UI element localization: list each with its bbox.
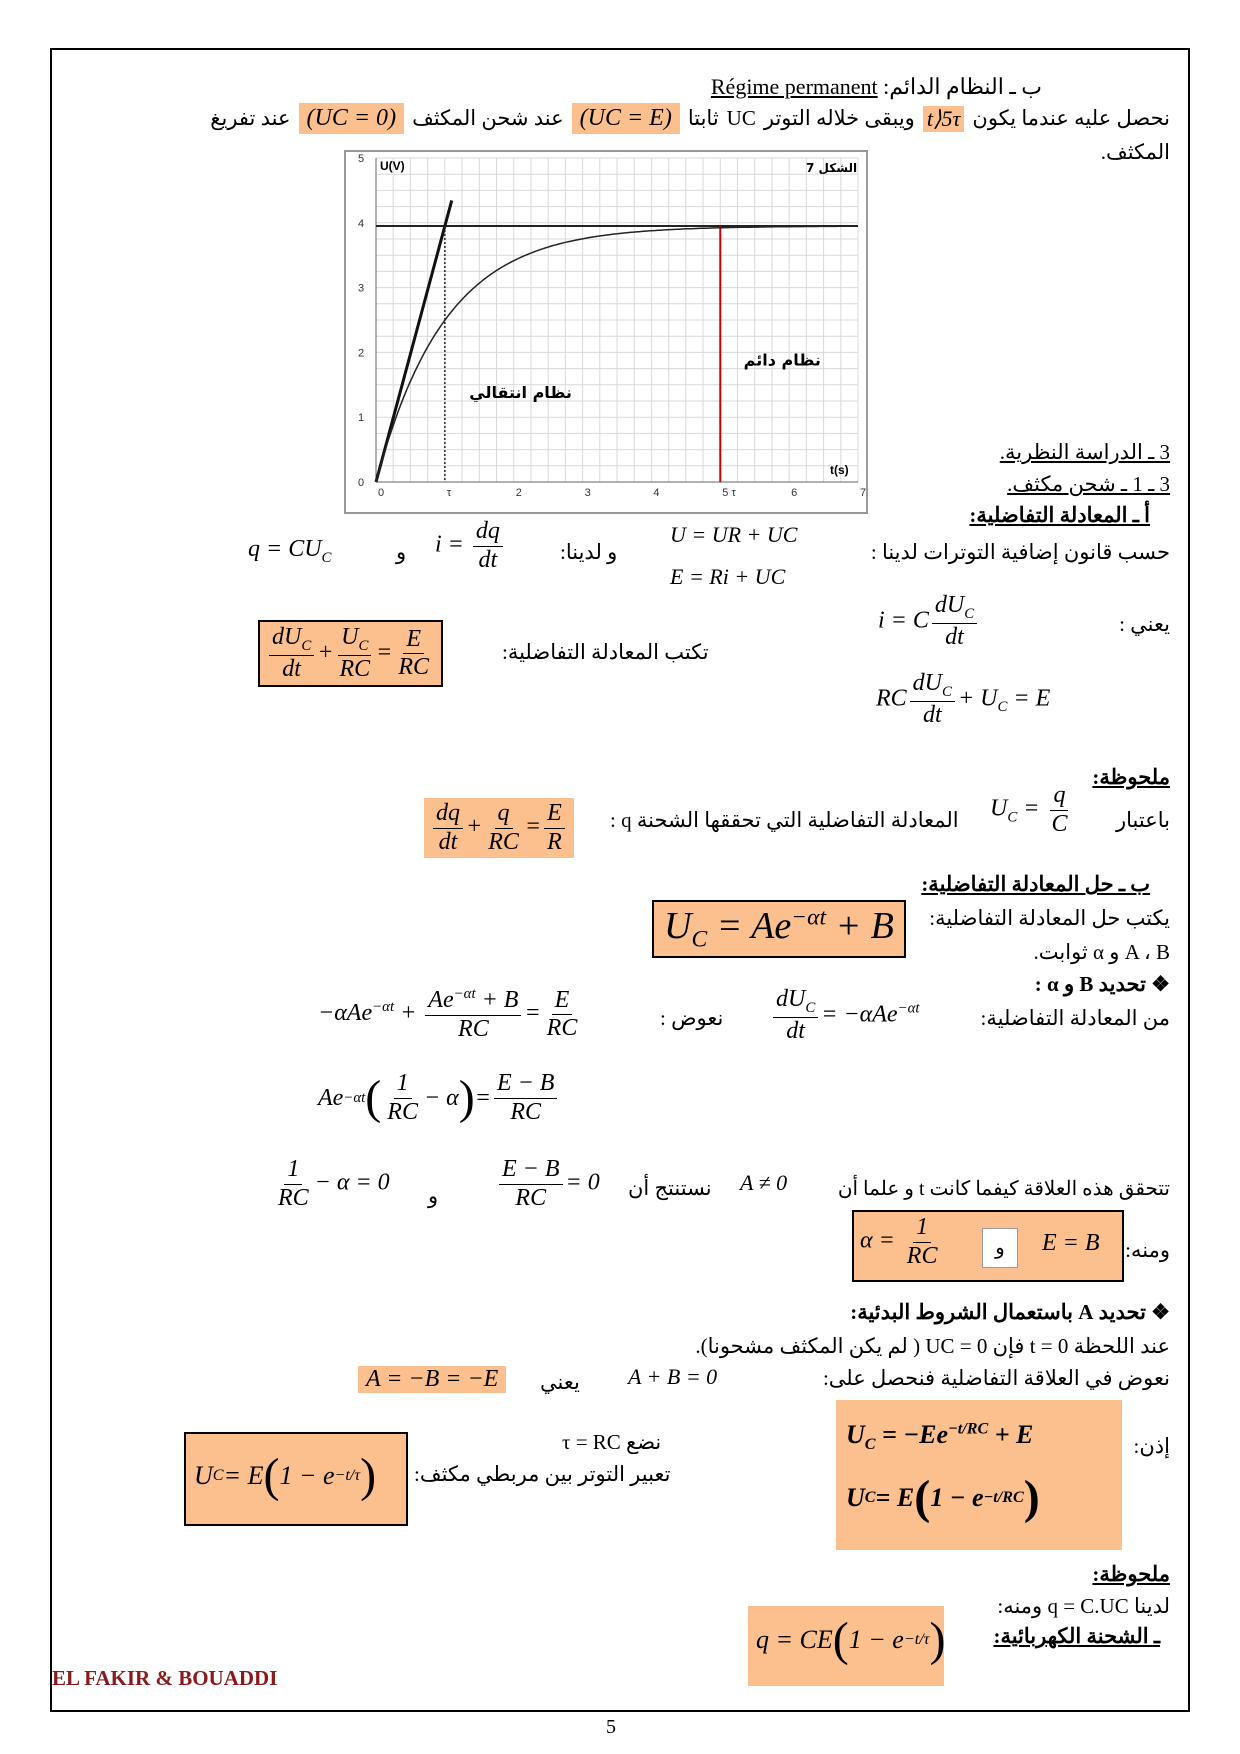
hence-label: ومنه: — [1125, 1238, 1170, 1262]
section-b-title: ب ـ النظام الدائم: Régime permanent — [710, 74, 1042, 99]
chart-title: الشكل 7 — [806, 161, 858, 175]
uc-solution-box: $U_C = -Ee^{-t/RC} + E$ U C = E ( 1 − e −t/RC ) — [836, 1400, 1122, 1550]
diff-eq-box: $\frac{dU_C}{dt}$ + $\frac{U_C}{RC}$ = $\frac{E}{RC}$ — [258, 620, 443, 687]
t0-text: عند اللحظة t = 0 فإن UC = 0 ( لم يكن المكثف مشحونا). — [695, 1334, 1170, 1358]
result-box: α = $\frac{1}{RC}$ و E = B — [852, 1210, 1124, 1282]
and-3: و — [982, 1228, 1018, 1268]
charging-chart — [344, 150, 868, 514]
yaani2-label: يعني — [540, 1370, 580, 1394]
constants-text: A ، B و α ثوابت. — [1033, 940, 1170, 964]
eq-i-c-duc: i = C $\frac{dU_C}{dt}$ — [878, 592, 980, 651]
eq-i-dqdt: i = $\frac{dq}{dt}$ — [435, 518, 506, 574]
note-text-1: باعتبار — [1116, 808, 1170, 832]
tau-def: نضع τ = RC — [562, 1430, 662, 1454]
y-tick-label: 0 — [358, 477, 365, 489]
law-text: حسب قانون إضافية التوترات لدينا : — [870, 540, 1170, 564]
charge-text: ـ الشحنة الكهربائية: — [993, 1624, 1160, 1648]
conclude-text: نستنتج أن — [628, 1176, 712, 1200]
and-2: و — [428, 1184, 439, 1208]
x-tick-label: 5 τ — [722, 487, 736, 499]
and-1: و — [396, 540, 407, 564]
eq-alpha-0: $\frac{1}{RC}$ − α = 0 — [278, 1156, 390, 1211]
footer-authors: EL FAKIR & BOUADDI — [52, 1666, 278, 1690]
subst-text: نعوض في العلاقة التفاضلية فنحصل على: — [822, 1366, 1170, 1390]
y-tick-label: 5 — [358, 153, 365, 165]
eq-e-b-0: $\frac{E - B}{RC}$ = 0 — [496, 1156, 600, 1212]
eq-q-diff: $\frac{dq}{dt}$ + $\frac{q}{RC}$ = $\frac{E}{R}$ — [424, 798, 574, 858]
page-number: 5 — [606, 1716, 616, 1738]
holds-text: تتحقق هذه العلاقة كيفما كانت t و علما أن — [837, 1178, 1170, 1200]
det-b-alpha: ❖ تحديد B و α : — [1034, 972, 1170, 996]
note-text-2: المعادلة التفاضلية التي تحققها الشحنة q : — [610, 808, 959, 832]
section-31-title: 3 ـ 1 ـ شحن مكثف. — [1007, 472, 1170, 496]
expr-text: تعبير التوتر بين مربطي مكثف: — [414, 1462, 671, 1486]
solution-text: يكتب حل المعادلة التفاضلية: — [929, 906, 1170, 930]
eq-uc-e: (UC = E) — [572, 103, 680, 134]
transient-label: نظام انتقالي — [469, 382, 572, 402]
section-b-title-fr: Régime permanent — [710, 74, 878, 99]
x-tick-label: 6 — [791, 487, 798, 499]
yaani-label: يعني : — [1119, 612, 1170, 636]
a-result: A = −B = −E — [358, 1366, 506, 1393]
regime-line-b: المكثف. — [1100, 140, 1170, 164]
eq-subst: −αAe$^{-\alpha t}$ + $\frac{Ae^{-\alpha t} + B}{RC}$ = $\frac{E}{RC}$ — [318, 986, 578, 1042]
solution-title: ب ـ حل المعادلة التفاضلية: — [921, 872, 1150, 896]
eq-uc-0: (UC = 0) — [299, 103, 405, 134]
diff-eq-title: أ ـ المعادلة التفاضلية: — [969, 503, 1150, 527]
uc-tau-box: U C = E ( 1 − e −t/τ ) — [184, 1432, 408, 1526]
x-tick-label: 3 — [584, 487, 591, 499]
cond-t: t⟩5τ — [923, 106, 965, 132]
note-title: ملحوظة: — [1092, 765, 1170, 789]
section-3-title: 3 ـ الدراسة النظرية. — [999, 440, 1170, 464]
and-have: و لدينا: — [560, 540, 618, 564]
eq-u-sum: U = UR + UC — [670, 522, 798, 547]
eq-q-cuc: $q = CU_C$ — [248, 536, 332, 566]
substitute-text: نعوض : — [660, 1006, 724, 1030]
y-axis-label: U(V) — [380, 159, 405, 173]
y-tick-label: 2 — [358, 347, 365, 360]
steady-label: نظام دائم — [743, 350, 821, 370]
charge-box: q = CE ( 1 − e −t/τ ) — [748, 1606, 944, 1686]
tangent-line — [376, 200, 452, 482]
solution-box: $U_C = Ae^{-\alpha t} + B$ — [652, 900, 906, 958]
x-axis-label: t(s) — [830, 463, 849, 477]
a-ne-0: A ≠ 0 — [740, 1170, 788, 1195]
eq-apb: A + B = 0 — [628, 1364, 718, 1389]
y-tick-label: 1 — [358, 412, 365, 425]
regime-line: نحصل عليه عندما يكون t⟩5τ ويبقى خلاله التوتر UC ثابتا (UC = E) عند شحن المكثف (UC = 0) عند تفريغ — [210, 103, 1170, 134]
det-a-title: ❖ تحديد A باستعمال الشروط البدئية: — [850, 1300, 1170, 1324]
y-tick-label: 3 — [358, 282, 365, 295]
x-tick-label: 2 — [515, 487, 522, 499]
x-tick-label: τ — [446, 487, 452, 499]
eq-duc-dt: $\frac{dU_C}{dt}$ = −αAe$^{-\alpha t}$ — [770, 986, 920, 1045]
idhan-label: إذن: — [1133, 1434, 1170, 1458]
from-diff-text: من المعادلة التفاضلية: — [980, 1006, 1170, 1030]
chart-svg — [346, 152, 867, 508]
x-tick-label: 4 — [653, 487, 660, 499]
note2-text: لدينا q = C.UC ومنه: — [997, 1594, 1170, 1618]
diff-eq-text: تكتب المعادلة التفاضلية: — [502, 640, 709, 664]
eq-factor: Ae −αt ( $\frac{1}{RC}$ − α ) = $\frac{E - B}{RC}$ — [318, 1070, 560, 1126]
eq-e-sum: E = Ri + UC — [670, 564, 786, 589]
eq-uc-q-c: $U_C$ = $\frac{q}{C}$ — [990, 782, 1068, 837]
note2-title: ملحوظة: — [1092, 1562, 1170, 1586]
eq-rc-duc: RC $\frac{dU_C}{dt}$ + $U_C = E$ — [876, 670, 1051, 728]
y-tick-label: 4 — [358, 217, 365, 230]
x-tick-label: 7 — [860, 487, 867, 499]
x-tick-label: 0 — [378, 487, 385, 499]
